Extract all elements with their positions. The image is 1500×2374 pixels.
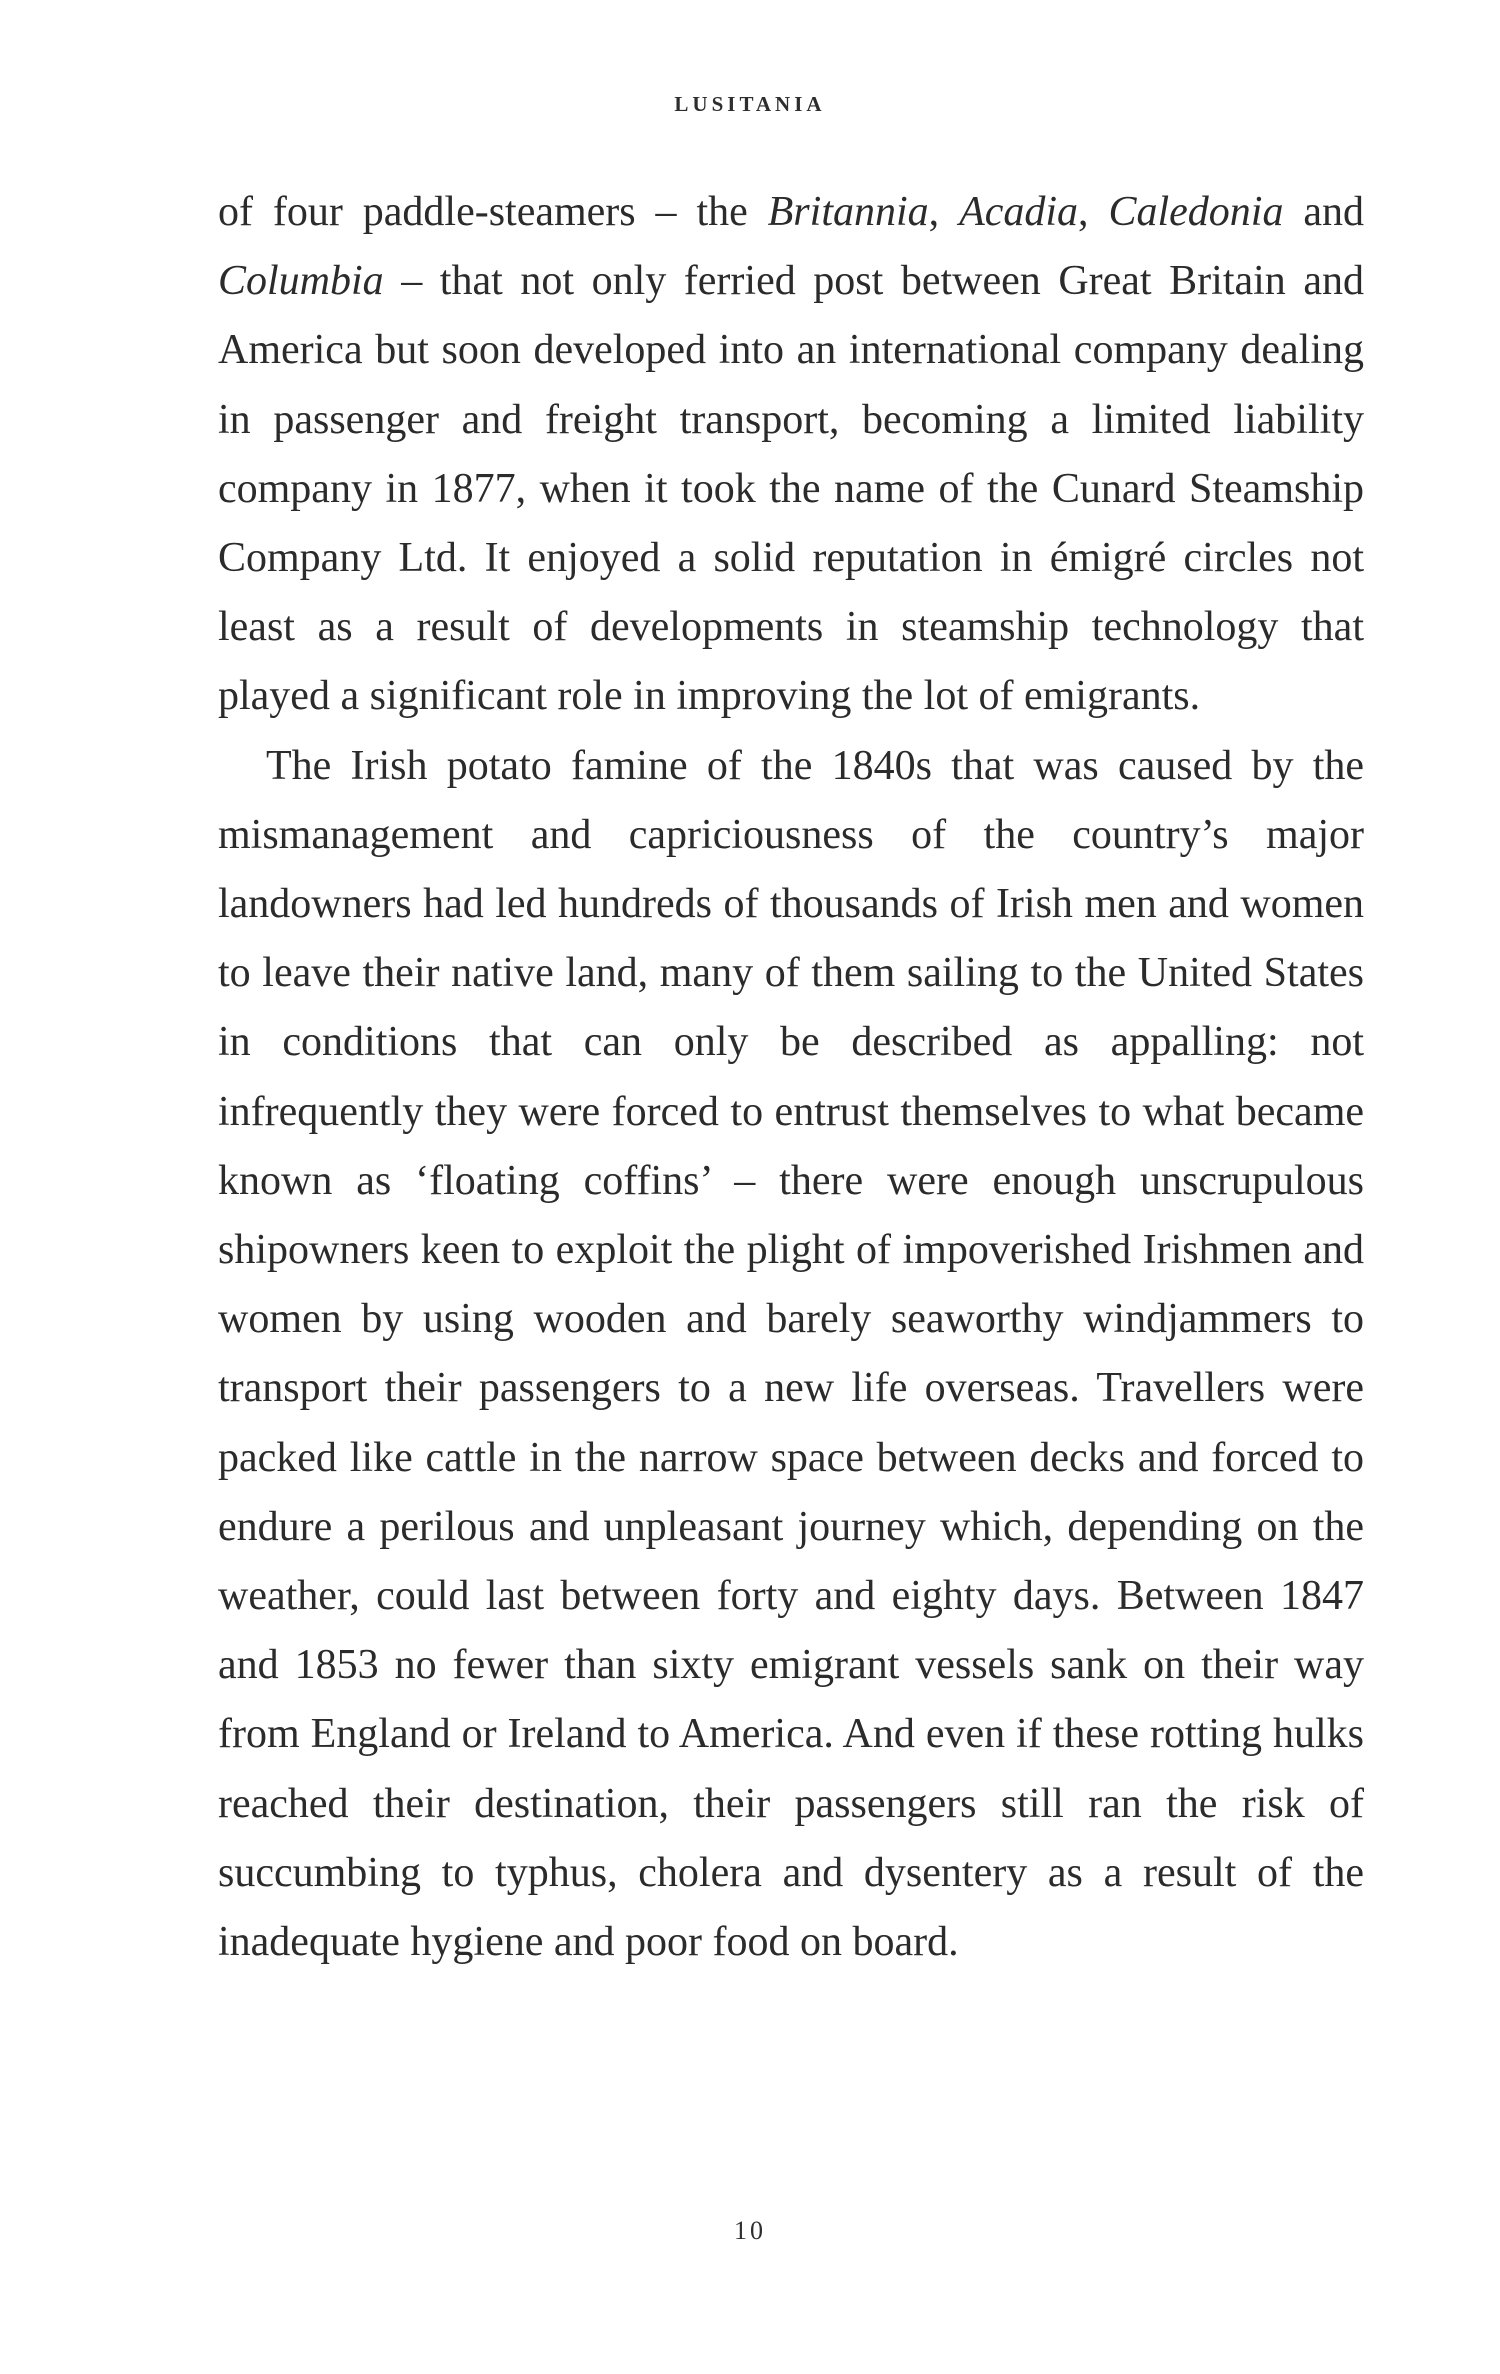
page-number: 10 (734, 2216, 766, 2245)
paragraph-1-text-3: , (1078, 189, 1109, 235)
paragraph-1-text-5: – that not only ferried post between Great Britain and America but soon developed into an international company dealing in passenger and freight transport, becoming a limited liability company in 1877, when it took the name of the Cunard Steamship Company Ltd. It enjoyed a solid reputation in émigré circles not least as a result of developments in steamship technology that played a significant role in improving the lot of emigrants. (218, 258, 1364, 720)
ship-name-columbia: Columbia (218, 258, 384, 305)
paragraph-1-text-4: and (1283, 189, 1364, 235)
paragraph-1-text-1: of four paddle-steamers – the (218, 189, 768, 235)
paragraph-1 (218, 178, 1364, 732)
ship-name-acadia: Acadia (959, 189, 1079, 235)
ship-name-caledonia: Caledonia (1108, 189, 1284, 235)
running-head: LUSITANIA (674, 92, 826, 116)
body-text (218, 178, 1364, 1977)
paragraph-2: The Irish potato famine of the 1840s that was caused by the mismanagement and capriciousness of the country’s major landowners had led hundreds of thousands of Irish men and women to leave their native land, many of them sailing to the United States in conditions that can only be described as appalling: not infrequently they were forced to entrust themselves to what became known as ‘floating coffins’ – there were enough unscrupulous shipowners keen to exploit the plight of impoverished Irishmen and women by using wooden and barely seaworthy windjammers to transport their passengers to a new life overseas. Travellers were packed like cattle in the narrow space between decks and forced to endure a perilous and unpleasant journey which, depending on the weather, could last between forty and eighty days. Between 1847 and 1853 no fewer than sixty emigrant vessels sank on their way from England or Ireland to America. And even if these rotting hulks reached their destination, their passengers still ran the risk of succumbing to typhus, cholera and dysentery as a result of the inadequate hygiene and poor food on board. (218, 742, 1364, 1966)
ship-name-britannia: Britannia (767, 189, 929, 235)
paragraph-1-text-2: , (928, 189, 960, 235)
